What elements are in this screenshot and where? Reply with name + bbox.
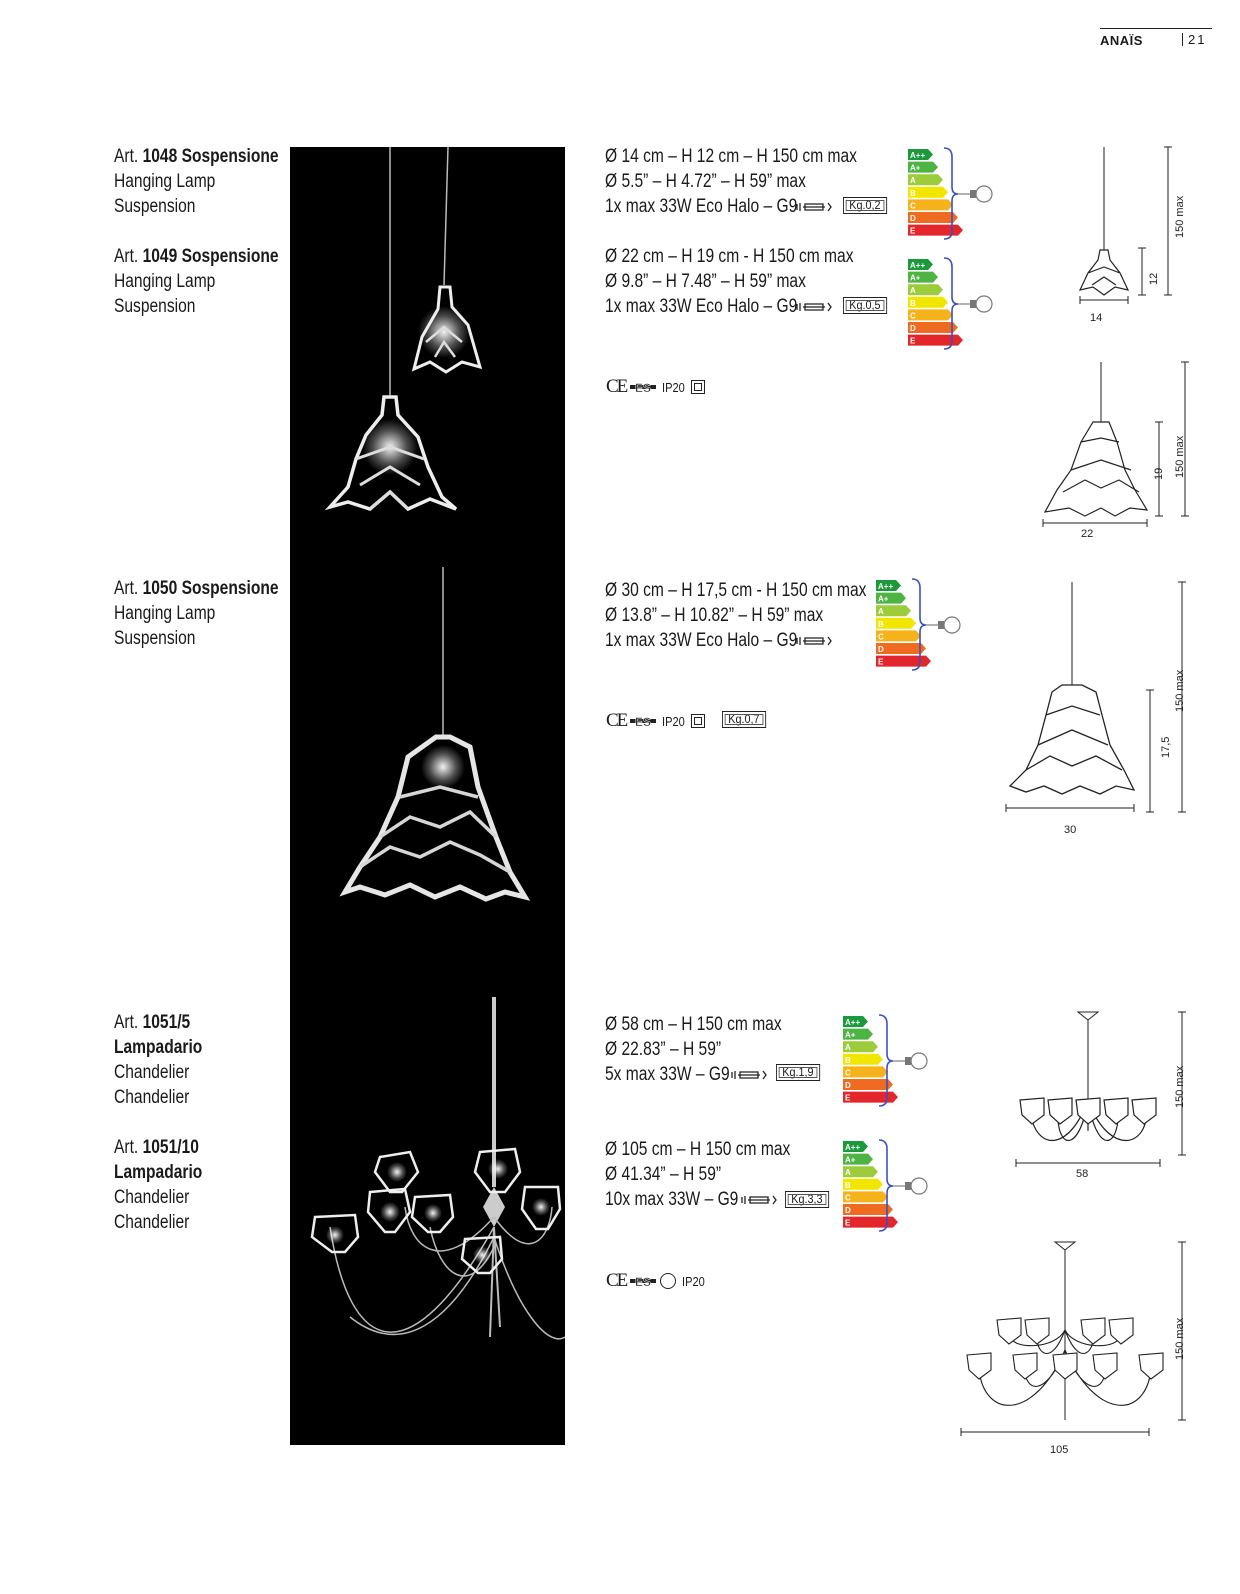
halogen-bulb-icon <box>730 1068 770 1082</box>
energy-class-b <box>908 297 948 308</box>
certifications-1051 <box>606 1270 711 1290</box>
lightbulb-icon <box>958 296 992 312</box>
article-prefix: Art. <box>114 1137 139 1158</box>
svg-text:D: D <box>845 1081 851 1090</box>
ce-mark-icon: CE <box>606 376 627 397</box>
energy-class-aplusplus <box>843 1141 868 1152</box>
svg-text:A+: A+ <box>845 1155 856 1165</box>
svg-text:C: C <box>878 632 884 642</box>
spec-bulb: 1x max 33W Eco Halo – G9 <box>605 296 798 317</box>
lightbulb-icon <box>893 1178 927 1194</box>
article-prefix: Art. <box>114 578 139 599</box>
article-subtitle-en: Hanging Lamp <box>114 171 216 192</box>
svg-text:ES: ES <box>635 715 652 729</box>
svg-text:A: A <box>910 286 916 296</box>
article-title: Lampadario <box>114 1037 203 1058</box>
svg-text:C: C <box>910 201 916 211</box>
svg-text:B: B <box>910 298 916 308</box>
energy-scale <box>908 257 998 353</box>
article-1051-5 <box>114 1010 202 1110</box>
es-mark-icon <box>630 713 656 729</box>
halogen-bulb-icon <box>740 1193 780 1207</box>
energy-class-d <box>908 322 958 333</box>
product-photo <box>290 147 565 1445</box>
energy-class-a <box>876 605 911 616</box>
energy-class-aplus <box>908 162 938 173</box>
svg-text:A+: A+ <box>878 594 889 604</box>
article-1050 <box>114 576 279 651</box>
halogen-bulb-icon <box>795 300 835 314</box>
article-code: 1051/10 <box>142 1137 199 1158</box>
energy-class-b <box>908 187 948 198</box>
spec-bulb: 5x max 33W – G9 <box>605 1064 730 1085</box>
energy-class-aplusplus <box>908 259 933 270</box>
energy-class-aplusplus <box>876 580 901 591</box>
svg-text:A++: A++ <box>878 582 894 591</box>
svg-text:C: C <box>845 1193 851 1203</box>
energy-class-e <box>908 225 963 236</box>
svg-text:D: D <box>910 324 916 333</box>
spec-bulb: 1x max 33W Eco Halo – G9 <box>605 196 798 217</box>
svg-text:B: B <box>845 1055 851 1065</box>
dim-width-1049: 22 <box>1081 528 1094 540</box>
svg-text:A: A <box>845 1043 851 1053</box>
energy-label-1048 <box>908 147 998 248</box>
article-code: 1049 <box>142 246 178 267</box>
energy-class-c <box>908 199 953 210</box>
class-ii-icon <box>691 380 705 394</box>
weight-badge: Kg.0,5 <box>843 297 887 314</box>
svg-text:D: D <box>845 1206 851 1215</box>
dim-width-1048: 14 <box>1090 312 1103 324</box>
svg-text:A+: A+ <box>910 163 921 173</box>
article-title: Sospensione <box>181 246 279 267</box>
dim-width-1051-5: 58 <box>1076 1168 1089 1180</box>
energy-class-e <box>908 335 963 346</box>
svg-text:A+: A+ <box>910 273 921 283</box>
dim-cable-1049: 150 max <box>1174 435 1186 478</box>
dim-width-1050: 30 <box>1064 824 1077 836</box>
energy-class-aplusplus <box>843 1016 868 1027</box>
svg-text:E: E <box>910 226 916 236</box>
svg-text:B: B <box>878 619 884 629</box>
energy-class-a <box>843 1166 878 1177</box>
svg-text:D: D <box>910 214 916 223</box>
article-prefix: Art. <box>114 1012 139 1033</box>
energy-class-aplus <box>908 272 938 283</box>
energy-class-a <box>908 284 943 295</box>
article-title: Lampadario <box>114 1162 203 1183</box>
lightbulb-icon <box>893 1053 927 1069</box>
energy-scale <box>843 1014 933 1110</box>
article-subtitle-en: Chandelier <box>114 1062 190 1083</box>
energy-class-d <box>908 212 958 223</box>
spec-imperial: Ø 41.34” – H 59” <box>605 1164 722 1185</box>
weight-badge: Kg.3,3 <box>785 1191 829 1208</box>
dim-width-1051-10: 105 <box>1050 1444 1069 1456</box>
technical-drawing-1051-10 <box>955 1240 1200 1455</box>
article-subtitle-en: Hanging Lamp <box>114 271 216 292</box>
spec-bulb: 10x max 33W – G9 <box>605 1189 739 1210</box>
article-prefix: Art. <box>114 246 139 267</box>
technical-drawing-1050 <box>1000 580 1200 825</box>
class-ii-icon <box>691 714 705 728</box>
ip-rating: IP20 <box>682 1273 706 1289</box>
dim-height-1048: 12 <box>1148 272 1160 285</box>
svg-text:C: C <box>910 311 916 321</box>
energy-scale <box>876 578 966 674</box>
es-mark-icon <box>630 379 656 395</box>
halogen-bulb-icon <box>795 634 835 648</box>
energy-class-a <box>843 1041 878 1052</box>
energy-scale <box>843 1139 933 1235</box>
dim-height-1050: 17,5 <box>1160 736 1172 758</box>
spec-imperial: Ø 13.8” – H 10.82” – H 59” max <box>605 605 824 626</box>
energy-class-b <box>843 1179 883 1190</box>
energy-class-b <box>876 618 916 629</box>
energy-class-d <box>843 1079 893 1090</box>
svg-text:A++: A++ <box>910 151 926 160</box>
energy-scale <box>908 147 998 243</box>
svg-text:A: A <box>878 607 884 617</box>
header-divider <box>1182 33 1183 46</box>
ip-rating: IP20 <box>662 713 686 729</box>
energy-class-aplusplus <box>908 149 933 160</box>
article-1048 <box>114 144 279 219</box>
energy-class-aplus <box>843 1029 873 1040</box>
article-subtitle-en: Chandelier <box>114 1187 190 1208</box>
svg-text:E: E <box>845 1093 851 1103</box>
spec-metric: Ø 14 cm – H 12 cm – H 150 cm max <box>605 146 857 167</box>
weight-badge: Kg.1,9 <box>776 1064 820 1081</box>
energy-label-1051-10 <box>843 1139 933 1240</box>
spec-metric: Ø 58 cm – H 150 cm max <box>605 1014 782 1035</box>
spec-metric: Ø 22 cm – H 19 cm - H 150 cm max <box>605 246 854 267</box>
svg-text:C: C <box>845 1068 851 1078</box>
svg-text:A+: A+ <box>845 1030 856 1040</box>
weight-badge: Kg.0,2 <box>843 197 887 214</box>
svg-text:A++: A++ <box>910 261 926 270</box>
energy-class-e <box>876 656 931 667</box>
svg-text:B: B <box>845 1180 851 1190</box>
product-photo-illustration <box>290 147 565 1445</box>
ip-rating: IP20 <box>662 379 686 395</box>
energy-class-a <box>908 174 943 185</box>
article-subtitle-en: Hanging Lamp <box>114 603 216 624</box>
spec-metric: Ø 105 cm – H 150 cm max <box>605 1139 791 1160</box>
svg-text:ES: ES <box>635 1275 652 1289</box>
article-title: Sospensione <box>181 578 279 599</box>
svg-text:E: E <box>878 657 884 667</box>
page-header <box>1100 28 1212 50</box>
energy-class-e <box>843 1092 898 1103</box>
energy-class-c <box>843 1066 888 1077</box>
article-1049 <box>114 244 279 319</box>
spec-metric: Ø 30 cm – H 17,5 cm - H 150 cm max <box>605 580 867 601</box>
article-subtitle-fr: Suspension <box>114 196 196 217</box>
weight-badge: Kg.0,7 <box>722 711 766 728</box>
svg-text:E: E <box>910 336 916 346</box>
spec-imperial: Ø 5.5” – H 4.72” – H 59” max <box>605 171 806 192</box>
energy-class-d <box>843 1204 893 1215</box>
dim-cable-1051-5: 150 max <box>1174 1065 1186 1108</box>
energy-class-aplus <box>876 593 906 604</box>
es-mark-icon <box>630 1273 656 1289</box>
article-code: 1050 <box>142 578 178 599</box>
energy-class-c <box>908 309 953 320</box>
svg-text:D: D <box>878 645 884 654</box>
article-code: 1048 <box>142 146 178 167</box>
lightbulb-icon <box>958 186 992 202</box>
lightbulb-icon <box>926 617 960 633</box>
certifications-1048-1049 <box>606 376 705 396</box>
dim-cable-1050: 150 max <box>1174 669 1186 712</box>
energy-class-b <box>843 1054 883 1065</box>
dim-cable-1051-10: 150 max <box>1174 1317 1186 1360</box>
halogen-bulb-icon <box>795 200 835 214</box>
technical-drawing-1051-5 <box>1010 1010 1200 1175</box>
energy-class-c <box>843 1191 888 1202</box>
dim-cable-1048: 150 max <box>1174 195 1186 238</box>
article-subtitle-fr: Suspension <box>114 296 196 317</box>
svg-text:ES: ES <box>635 381 652 395</box>
svg-text:A: A <box>845 1168 851 1178</box>
page-number: 21 <box>1188 32 1207 47</box>
article-subtitle-fr: Chandelier <box>114 1087 190 1108</box>
article-prefix: Art. <box>114 146 139 167</box>
svg-text:A++: A++ <box>845 1143 861 1152</box>
spec-bulb: 1x max 33W Eco Halo – G9 <box>605 630 798 651</box>
energy-label-1049 <box>908 257 998 358</box>
article-title: Sospensione <box>181 146 279 167</box>
svg-text:A: A <box>910 176 916 186</box>
energy-label-1051-5 <box>843 1014 933 1115</box>
spec-imperial: Ø 9.8” – H 7.48” – H 59” max <box>605 271 806 292</box>
spec-imperial: Ø 22.83” – H 59” <box>605 1039 722 1060</box>
energy-class-d <box>876 643 926 654</box>
article-code: 1051/5 <box>142 1012 191 1033</box>
article-subtitle-fr: Chandelier <box>114 1212 190 1233</box>
svg-text:A++: A++ <box>845 1018 861 1027</box>
article-1051-10 <box>114 1135 202 1235</box>
svg-text:E: E <box>845 1218 851 1228</box>
svg-text:B: B <box>910 188 916 198</box>
ce-mark-icon: CE <box>606 710 627 731</box>
certifications-1050 <box>606 710 705 730</box>
energy-class-aplus <box>843 1154 873 1165</box>
dim-height-1049: 19 <box>1153 467 1165 480</box>
article-subtitle-fr: Suspension <box>114 628 196 649</box>
ce-mark-icon: CE <box>606 1270 627 1291</box>
earth-ground-icon <box>660 1273 676 1289</box>
energy-class-e <box>843 1217 898 1228</box>
energy-class-c <box>876 630 921 641</box>
brand-name: ANAÏS <box>1100 33 1143 48</box>
energy-label-1050 <box>876 578 966 679</box>
